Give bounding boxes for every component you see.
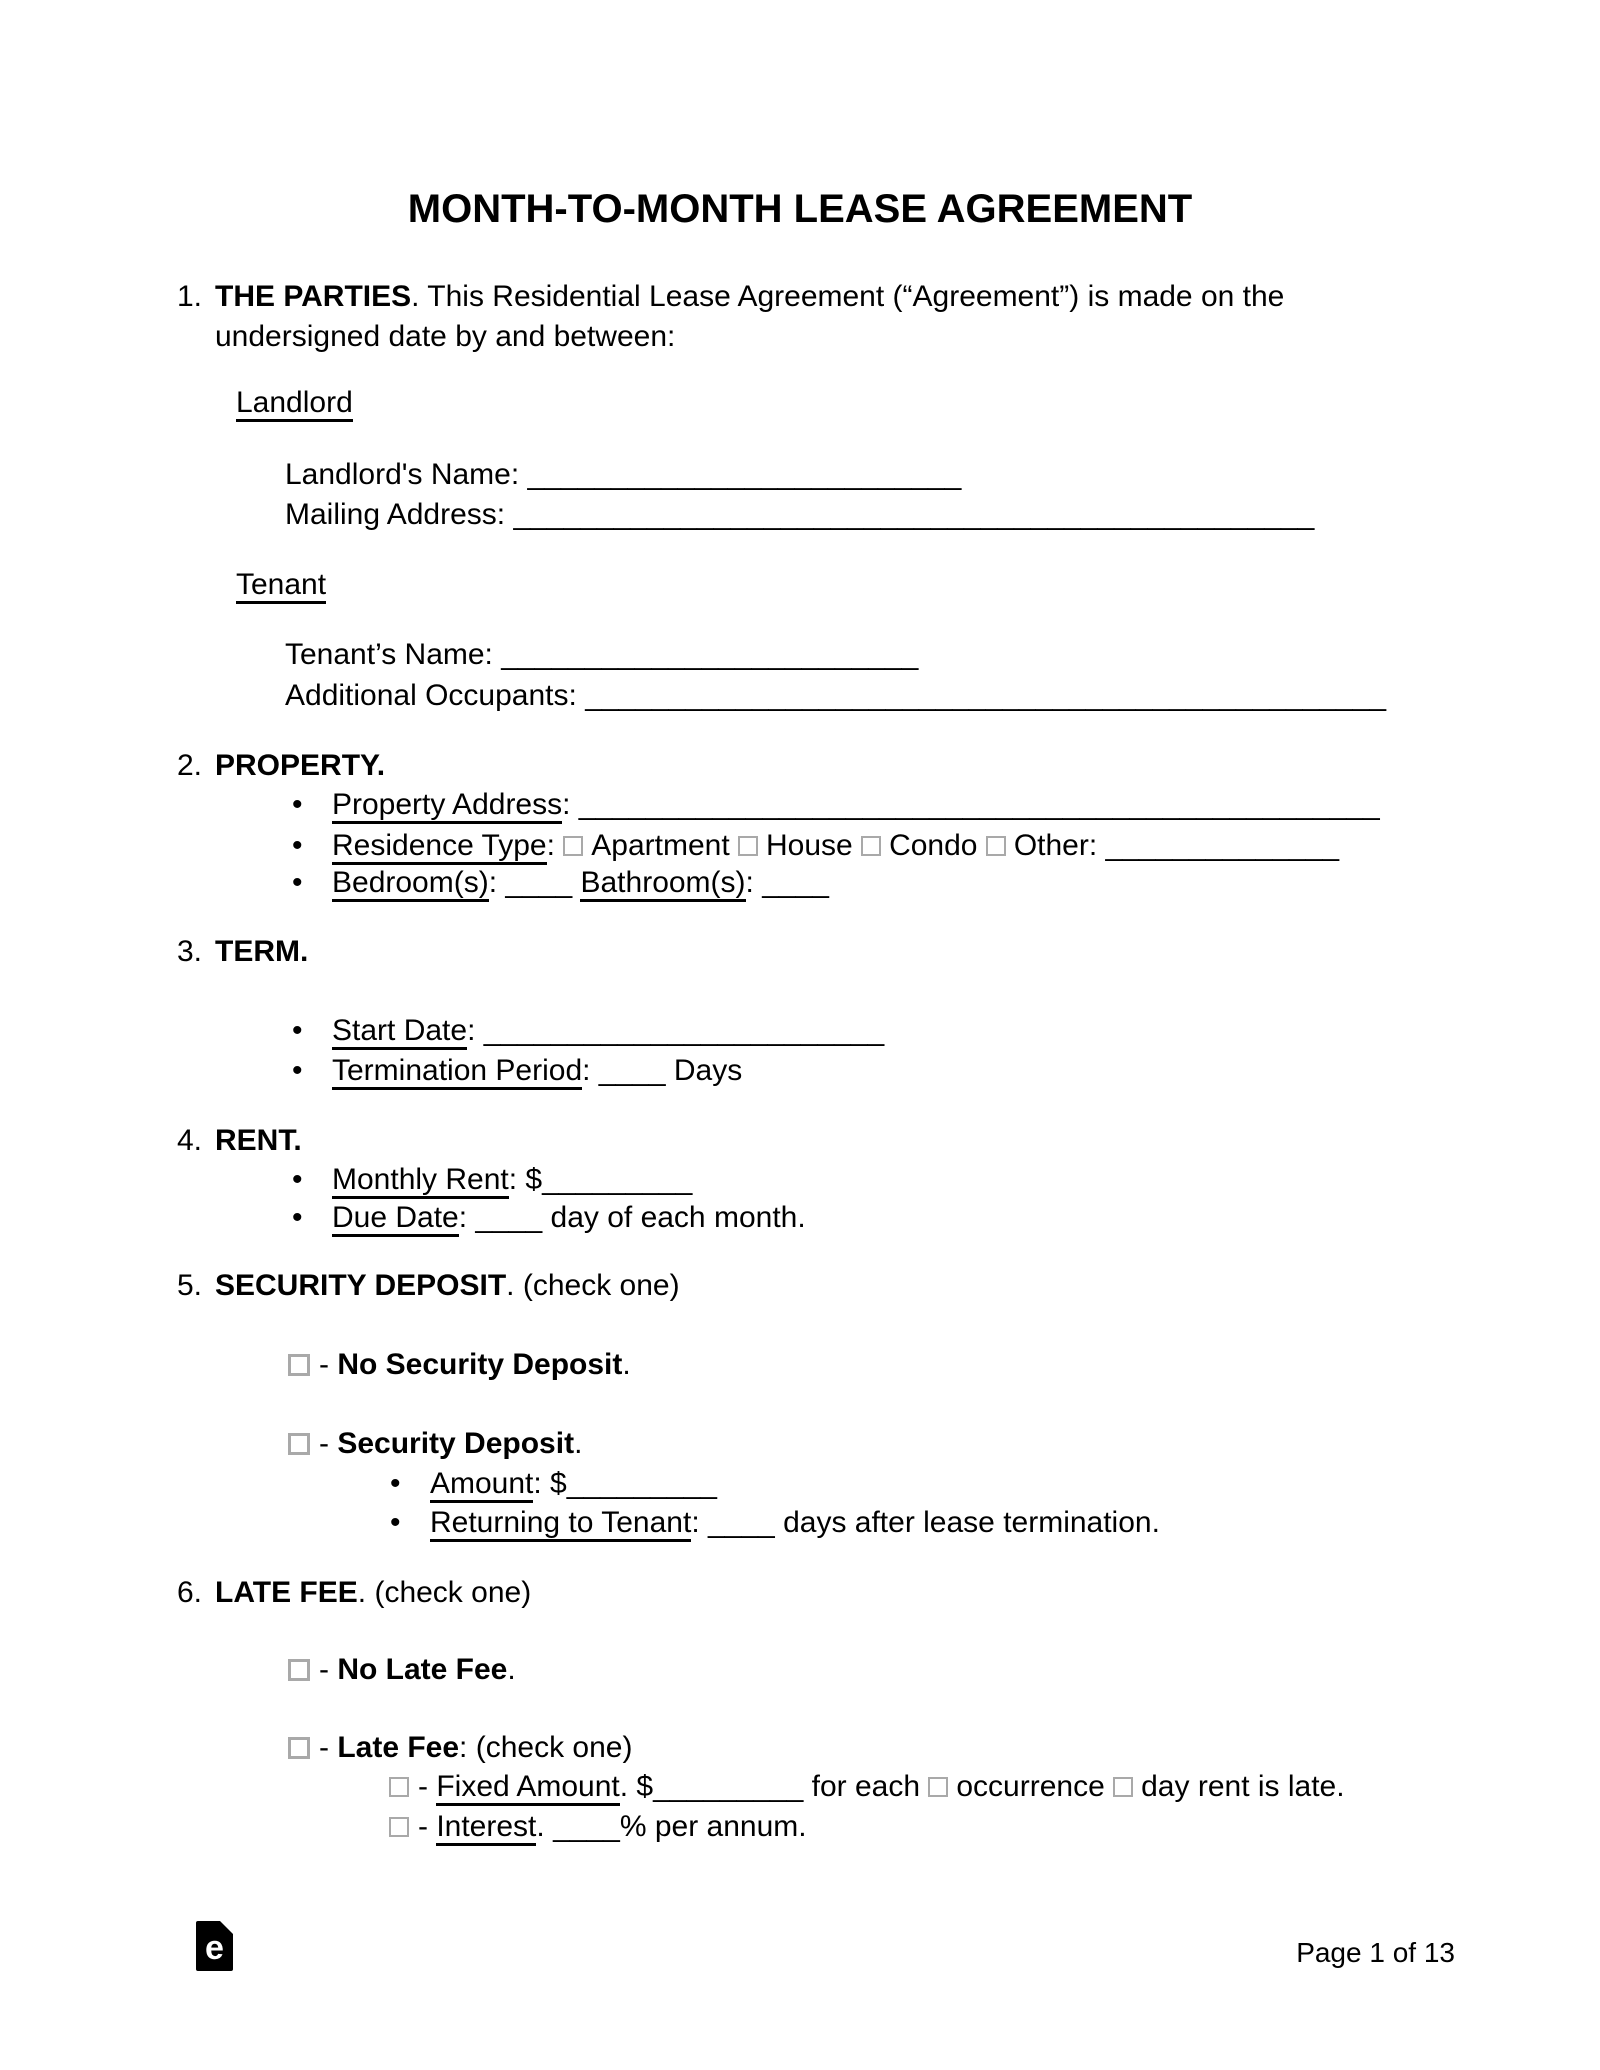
residence-type-label: Residence Type [332,829,547,865]
day-rent-late-checkbox[interactable] [1113,1777,1133,1797]
condo-option-label: Condo [889,829,986,862]
security-deposit-row [288,1425,582,1463]
property-address-row [292,786,1380,824]
house-option-label: House [766,829,862,862]
interest-sep: . [536,1810,554,1843]
fixed-amount-label: Fixed Amount [436,1770,619,1806]
termination-period-blank[interactable]: ____ [598,1054,666,1087]
residence-type-row [292,827,1339,865]
landlord-name-blank[interactable]: __________________________ [527,458,962,491]
tenant-subheading-label: Tenant [236,568,326,604]
landlord-name-label: Landlord's Name: [285,458,528,491]
parties-intro-line-2: undersigned date by and between: [215,320,676,353]
dash: - [418,1810,437,1843]
fixed-amount-sep: . $ [619,1770,654,1803]
start-date-label: Start Date [332,1014,467,1050]
no-security-deposit-period: . [622,1348,631,1381]
returning-to-tenant-row [390,1504,1160,1542]
parties-intro-text: . This Residential Lease Agreement (“Agreement”) is made on the [411,280,1285,313]
bullet-icon: • [292,1201,303,1234]
house-checkbox[interactable] [738,836,758,856]
apartment-checkbox[interactable] [563,836,583,856]
tenant-subheading [236,566,326,604]
monthly-rent-blank[interactable]: _________ [542,1163,693,1196]
bathroom-sep: : [745,866,763,899]
security-deposit-label: Security Deposit [337,1427,575,1460]
no-late-fee-checkbox[interactable] [288,1659,310,1681]
no-late-fee-period: . [507,1653,516,1686]
late-fee-after: : (check one) [459,1731,633,1764]
section-4-heading: RENT [215,1124,294,1157]
section-3-heading: TERM [215,935,300,968]
other-checkbox[interactable] [986,836,1006,856]
start-date-sep: : [467,1014,484,1047]
residence-type-sep: : [546,829,564,862]
landlord-subheading-label: Landlord [236,386,353,422]
late-fee-row [288,1729,632,1767]
bullet-icon: • [292,788,303,821]
section-2-heading: PROPERTY [215,749,377,782]
bullet-icon: • [292,1054,303,1087]
monthly-rent-row [292,1161,692,1199]
interest-label: Interest [436,1810,536,1846]
due-date-label: Due Date [332,1201,459,1237]
landlord-subheading [236,384,353,422]
occurrence-label: occurrence [956,1770,1114,1803]
due-date-sep: : [458,1201,476,1234]
section-3-number: 3. [177,935,203,968]
additional-occupants-row [285,677,1386,715]
no-security-deposit-checkbox[interactable] [288,1354,310,1376]
section-1-heading: THE PARTIES [215,280,412,313]
returning-to-tenant-sep: : [691,1506,708,1539]
bathroom-blank[interactable]: ____ [762,866,829,899]
interest-blank[interactable]: ____ [553,1810,620,1843]
interest-after: % per annum. [619,1810,807,1843]
returning-to-tenant-label: Returning to Tenant [430,1506,691,1542]
no-late-fee-label: No Late Fee [337,1653,508,1686]
section-6-heading-line [177,1574,531,1612]
termination-period-after: Days [665,1054,743,1087]
section-3-heading-line [177,933,308,971]
due-date-after: day of each month. [542,1201,806,1234]
termination-period-row [292,1052,742,1090]
section-4-heading-line [177,1122,302,1160]
late-fee-label: Late Fee [337,1731,460,1764]
bedroom-blank[interactable]: ____ [505,866,573,899]
other-blank[interactable]: ______________ [1105,829,1340,862]
tenant-name-row [285,636,918,674]
due-date-row [292,1199,806,1237]
property-address-label: Property Address [332,788,562,824]
section-5-number: 5. [177,1269,203,1302]
returning-to-tenant-blank[interactable]: ____ [707,1506,775,1539]
bullet-icon: • [292,1014,303,1047]
fixed-amount-checkbox[interactable] [389,1777,409,1797]
apartment-option-label: Apartment [591,829,738,862]
bullet-icon: • [292,866,303,899]
property-address-sep: : [562,788,579,821]
landlord-name-row [285,456,961,494]
dash: - [319,1653,338,1686]
parties-intro-line-1 [177,278,1284,316]
bullet-icon: • [292,1163,303,1196]
monthly-rent-sep: : $ [508,1163,543,1196]
section-2-heading-line [177,747,385,785]
deposit-amount-label: Amount [430,1467,533,1503]
start-date-blank[interactable]: ________________________ [483,1014,885,1047]
bathroom-label: Bathroom(s) [580,866,745,902]
security-deposit-checkbox[interactable] [288,1433,310,1455]
section-4-heading-period: . [293,1124,302,1157]
section-4-number: 4. [177,1124,203,1157]
no-security-deposit-label: No Security Deposit [337,1348,623,1381]
section-3-heading-period: . [300,935,309,968]
deposit-amount-blank[interactable]: _________ [566,1467,717,1500]
security-deposit-period: . [574,1427,583,1460]
bedroom-label: Bedroom(s) [332,866,489,902]
section-5-heading-line [177,1267,680,1305]
section-6-heading-after: . (check one) [357,1576,532,1609]
mailing-address-row [285,496,1314,534]
no-security-deposit-row [288,1346,631,1384]
late-fee-checkbox[interactable] [288,1737,310,1759]
section-2-heading-period: . [376,749,386,782]
eforms-logo [196,1921,233,1971]
returning-to-tenant-after: days after lease termination. [774,1506,1160,1539]
additional-occupants-blank[interactable]: ________________________________________________ [585,679,1387,712]
page-title: MONTH-TO-MONTH LEASE AGREEMENT [407,187,1193,231]
fixed-amount-row [389,1768,1345,1806]
deposit-amount-row [390,1465,717,1503]
eforms-logo-letter: e [205,1929,224,1967]
bedroom-bathroom-row [292,864,829,902]
fixed-amount-blank[interactable]: _________ [653,1770,804,1803]
dash: - [418,1770,437,1803]
property-address-blank[interactable]: ________________________________________________ [578,788,1380,821]
monthly-rent-label: Monthly Rent [332,1163,509,1199]
dash: - [319,1348,338,1381]
dash: - [319,1731,338,1764]
bullet-icon: • [390,1506,401,1539]
mailing-address-blank[interactable]: ________________________________________________ [513,498,1315,531]
bullet-icon: • [390,1467,401,1500]
additional-occupants-label: Additional Occupants: [285,679,586,712]
section-6-number: 6. [177,1576,203,1609]
no-late-fee-row [288,1651,516,1689]
deposit-amount-sep: : $ [533,1467,567,1500]
termination-period-sep: : [582,1054,599,1087]
interest-checkbox[interactable] [389,1817,409,1837]
bedroom-sep: : [488,866,506,899]
interest-row [389,1808,807,1846]
tenant-name-label: Tenant’s Name: [285,638,502,671]
other-option-label: Other: [1013,829,1106,862]
condo-checkbox[interactable] [861,836,881,856]
start-date-row [292,1012,884,1050]
bullet-icon: • [292,829,303,862]
tenant-name-blank[interactable]: _________________________ [501,638,919,671]
termination-period-label: Termination Period [332,1054,582,1090]
section-1-number: 1. [177,280,203,313]
mailing-address-label: Mailing Address: [285,498,514,531]
fixed-amount-mid: for each [803,1770,929,1803]
occurrence-checkbox[interactable] [928,1777,948,1797]
day-rent-late-label: day rent is late. [1141,1770,1345,1803]
section-5-heading: SECURITY DEPOSIT [215,1269,507,1302]
dash: - [319,1427,338,1460]
page-number: Page 1 of 13 [1296,1937,1455,1968]
section-6-heading: LATE FEE [215,1576,358,1609]
section-2-number: 2. [177,749,203,782]
section-5-heading-after: . (check one) [506,1269,680,1302]
due-date-blank[interactable]: ____ [475,1201,543,1234]
